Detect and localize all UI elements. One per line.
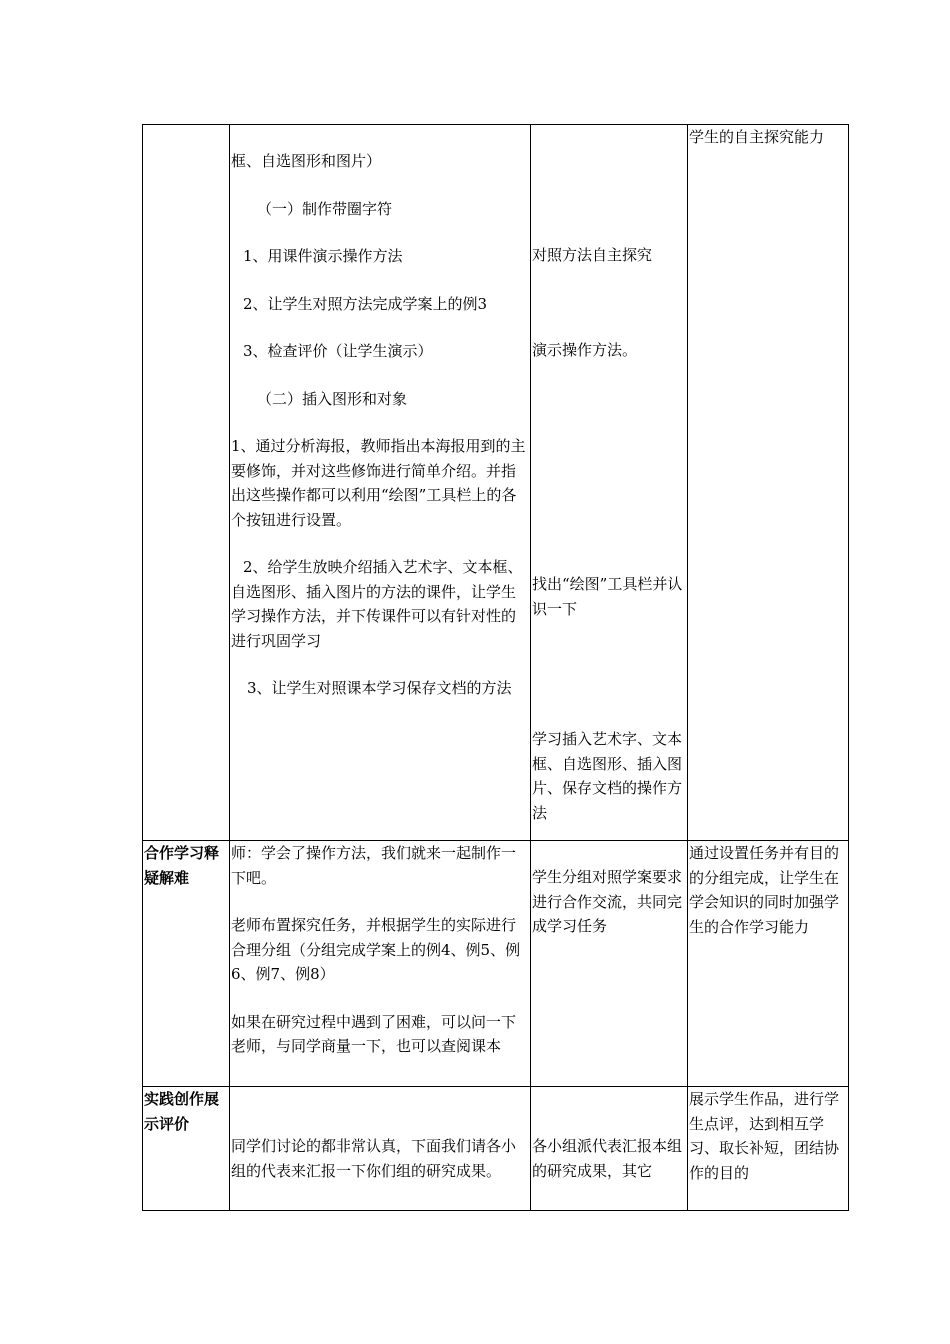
- teacher-activity-cell: [230, 125, 531, 841]
- teacher-activity-cell: [230, 1087, 531, 1211]
- table-row: [143, 125, 849, 841]
- teacher-text: 老师布置探究任务，并根据学生的实际进行合理分组（分组完成学案上的例4、例5、例6、例7、例8）: [231, 916, 521, 983]
- teacher-text: 2、让学生对照方法完成学案上的例3: [243, 294, 488, 313]
- student-text: 各小组派代表汇报本组的研究成果，其它: [532, 1137, 683, 1180]
- teacher-text: （二）插入图形和对象: [257, 389, 408, 408]
- student-activity-cell: [531, 125, 688, 841]
- student-text: 演示操作方法。: [532, 340, 638, 359]
- teacher-text: 1、用课件演示操作方法: [243, 247, 403, 265]
- student-text: 学生分组对照学案要求进行合作交流，共同完成学习任务: [532, 868, 683, 935]
- table-row: [143, 1087, 849, 1211]
- teacher-text: 1、通过分析海报，教师指出本海报用到的主要修饰，并对这些修饰进行简单介绍。并指出这些操作都可以利用“绘图”工具栏上的各个按钮进行设置。: [231, 437, 526, 529]
- stage-cell: 实践创作展示评价: [143, 1087, 230, 1211]
- teacher-text: 如果在研究过程中遇到了困难，可以问一下老师，与同学商量一下，也可以查阅课本: [231, 1012, 517, 1055]
- stage-cell: 合作学习释疑解难: [143, 841, 230, 1087]
- lesson-plan-table: [142, 124, 849, 1211]
- teacher-text: 同学们讨论的都非常认真，下面我们请各小组的代表来汇报一下你们组的研究成果。: [231, 1137, 517, 1180]
- teacher-activity-cell: [230, 841, 531, 1087]
- design-intent-cell: 学生的自主探究能力: [688, 125, 849, 841]
- student-activity-cell: [531, 1087, 688, 1211]
- student-text: 学习插入艺术字、文本框、自选图形、插入图片、保存文档的操作方法: [532, 730, 683, 822]
- student-activity-cell: [531, 841, 688, 1087]
- stage-cell: [143, 125, 230, 841]
- teacher-text: 师：学会了操作方法，我们就来一起制作一下吧。: [231, 844, 517, 887]
- teacher-text: 2、给学生放映介绍插入艺术字、文本框、自选图形、插入图片的方法的课件，让学生学习操作方法，并下传课件可以有针对性的进行巩固学习: [231, 558, 523, 650]
- design-intent-cell: 通过设置任务并有目的的分组完成，让学生在学会知识的同时加强学生的合作学习能力: [688, 841, 849, 1087]
- teacher-text: 3、检查评价（让学生演示）: [243, 342, 433, 360]
- student-text: 找出“绘图”工具栏并认识一下: [532, 575, 683, 618]
- student-text: 对照方法自主探究: [532, 246, 653, 264]
- table-row: [143, 841, 849, 1087]
- teacher-text: 3、让学生对照课本学习保存文档的方法: [247, 679, 512, 697]
- design-intent-cell: 展示学生作品，进行学生点评，达到相互学习、取长补短，团结协作的目的: [688, 1087, 849, 1211]
- teacher-text: 框、自选图形和图片）: [231, 152, 382, 170]
- teacher-text: （一）制作带圈字符: [257, 199, 393, 218]
